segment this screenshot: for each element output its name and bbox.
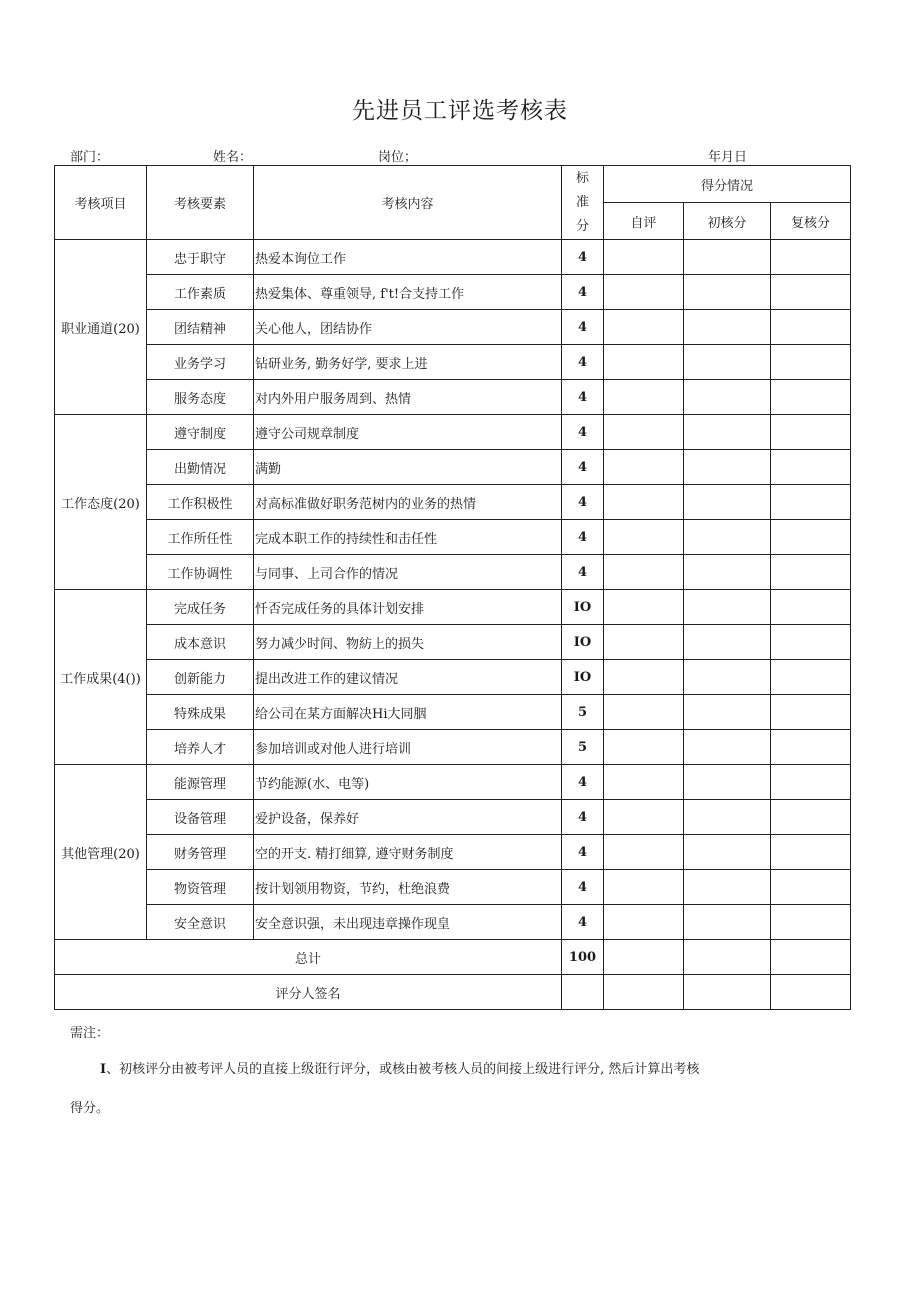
recheck-score-cell[interactable] [771, 310, 851, 345]
signature-label: 评分人签名 [55, 975, 562, 1010]
element-cell: 特殊成果 [147, 695, 254, 730]
total-row [55, 940, 851, 975]
category-cell: 工作态度(20) [55, 415, 147, 590]
notes-line-1-text: 、初核评分由被考评人员的直接上级诳行评分，或核由被考核人员的间接上级进行评分, 然后计算出考核 [106, 1062, 700, 1077]
standard-score-cell: 4 [562, 485, 604, 520]
standard-score-cell: 4 [562, 765, 604, 800]
initial-score-cell[interactable] [684, 835, 771, 870]
initial-score-cell[interactable] [684, 870, 771, 905]
recheck-score-cell[interactable] [771, 520, 851, 555]
position-label: 岗位； [378, 150, 418, 165]
element-cell: 服务态度 [147, 380, 254, 415]
header-standard-char-2: 准 [575, 194, 589, 210]
self-eval-cell[interactable] [604, 555, 684, 590]
element-cell: 工作所任性 [147, 520, 254, 555]
header-content: 考核内容 [254, 166, 562, 240]
content-cell: 忏否完成任务的具体计划安排 [254, 590, 562, 625]
notes-line-2: 得分。 [70, 1101, 110, 1116]
page-title: 先进员工评选考核表 [352, 98, 568, 124]
table-row [55, 835, 851, 870]
self-eval-cell[interactable] [604, 310, 684, 345]
recheck-score-cell[interactable] [771, 590, 851, 625]
initial-score-cell[interactable] [684, 345, 771, 380]
table-row [55, 240, 851, 275]
initial-score-cell[interactable] [684, 765, 771, 800]
self-eval-cell[interactable] [604, 520, 684, 555]
element-cell: 工作协调性 [147, 555, 254, 590]
date-label: 年月日 [708, 150, 748, 165]
content-cell: 爱护设备，保养好 [254, 800, 562, 835]
table-row [55, 800, 851, 835]
initial-score-cell[interactable] [684, 240, 771, 275]
self-eval-cell[interactable] [604, 695, 684, 730]
self-eval-cell[interactable] [604, 870, 684, 905]
recheck-score-cell[interactable] [771, 275, 851, 310]
self-eval-cell[interactable] [604, 765, 684, 800]
element-cell: 成本意识 [147, 625, 254, 660]
recheck-score-cell[interactable] [771, 345, 851, 380]
initial-score-cell[interactable] [684, 555, 771, 590]
standard-score-cell: IO [562, 625, 604, 660]
self-eval-cell[interactable] [604, 800, 684, 835]
signature-self-cell[interactable] [604, 975, 684, 1010]
self-eval-cell[interactable] [604, 240, 684, 275]
category-cell: 工作成果(4()) [55, 590, 147, 765]
self-eval-cell[interactable] [604, 345, 684, 380]
header-element: 考核要素 [147, 166, 254, 240]
signature-score-cell[interactable] [562, 975, 604, 1010]
initial-score-cell[interactable] [684, 695, 771, 730]
recheck-score-cell[interactable] [771, 695, 851, 730]
element-cell: 工作积极性 [147, 485, 254, 520]
content-cell: 完成本职工作的持续性和击任性 [254, 520, 562, 555]
initial-score-cell[interactable] [684, 660, 771, 695]
element-cell: 能源管理 [147, 765, 254, 800]
self-eval-cell[interactable] [604, 730, 684, 765]
initial-score-cell[interactable] [684, 590, 771, 625]
total-score: 100 [562, 940, 604, 975]
signature-initial-cell[interactable] [684, 975, 771, 1010]
initial-score-cell[interactable] [684, 730, 771, 765]
recheck-score-cell[interactable] [771, 240, 851, 275]
content-cell: 与同事、上司合作的情况 [254, 555, 562, 590]
self-eval-cell[interactable] [604, 660, 684, 695]
header-self-eval: 自评 [604, 203, 684, 240]
header-standard-char-1: 标 [575, 170, 589, 186]
table-row [55, 555, 851, 590]
initial-score-cell[interactable] [684, 800, 771, 835]
recheck-score-cell[interactable] [771, 485, 851, 520]
element-cell: 物资管理 [147, 870, 254, 905]
category-cell: 其他管理(20) [55, 765, 147, 940]
self-eval-cell[interactable] [604, 590, 684, 625]
self-eval-cell[interactable] [604, 625, 684, 660]
content-cell: 参加培训或对他人进行培训 [254, 730, 562, 765]
table-row [55, 695, 851, 730]
element-cell: 安全意识 [147, 905, 254, 940]
element-cell: 团结精神 [147, 310, 254, 345]
table-row [55, 310, 851, 345]
notes-line-1-prefix: I [100, 1062, 107, 1077]
initial-score-cell[interactable] [684, 520, 771, 555]
total-self-eval-cell[interactable] [604, 940, 684, 975]
standard-score-cell: 4 [562, 555, 604, 590]
category-cell: 职业通道(20) [55, 240, 147, 415]
content-cell: 关心他人，团结协作 [254, 310, 562, 345]
header-row-1 [55, 166, 851, 203]
content-cell: 提出改进工作的建议情况 [254, 660, 562, 695]
name-label: 姓名： [213, 150, 253, 165]
element-cell: 创新能力 [147, 660, 254, 695]
element-cell: 完成任务 [147, 590, 254, 625]
standard-score-cell: 4 [562, 450, 604, 485]
content-cell: 安全意识强，未出现违章操作现皇 [254, 905, 562, 940]
total-recheck-cell[interactable] [771, 940, 851, 975]
header-recheck: 复核分 [771, 203, 851, 240]
element-cell: 财务管理 [147, 835, 254, 870]
content-cell: 对高标准做好职务范树内的业务的热情 [254, 485, 562, 520]
recheck-score-cell[interactable] [771, 870, 851, 905]
content-cell: 节约能源(水、电等) [254, 765, 562, 800]
table-row [55, 765, 851, 800]
content-cell: 热爱本询位工作 [254, 240, 562, 275]
content-cell: 空的开支. 精打细算, 遵守财务制度 [254, 835, 562, 870]
content-cell: 给公司在某方面解决Hi大同胭 [254, 695, 562, 730]
content-cell: 钻研业务, 勤务好学, 要求上进 [254, 345, 562, 380]
element-cell: 业务学习 [147, 345, 254, 380]
self-eval-cell[interactable] [604, 485, 684, 520]
standard-score-cell: 4 [562, 310, 604, 345]
element-cell: 遵守制度 [147, 415, 254, 450]
standard-score-cell: 4 [562, 520, 604, 555]
total-initial-cell[interactable] [684, 940, 771, 975]
notes-heading: 需注： [70, 1026, 110, 1041]
element-cell: 工作素质 [147, 275, 254, 310]
self-eval-cell[interactable] [604, 905, 684, 940]
table-row [55, 380, 851, 415]
recheck-score-cell[interactable] [771, 380, 851, 415]
initial-score-cell[interactable] [684, 415, 771, 450]
recheck-score-cell[interactable] [771, 415, 851, 450]
signature-recheck-cell[interactable] [771, 975, 851, 1010]
standard-score-cell: 4 [562, 275, 604, 310]
content-cell: 努力减少时间、物紡上的损失 [254, 625, 562, 660]
header-initial: 初核分 [684, 203, 771, 240]
initial-score-cell[interactable] [684, 625, 771, 660]
standard-score-cell: 5 [562, 695, 604, 730]
table-row [55, 485, 851, 520]
table-row [55, 590, 851, 625]
department-label: 部门： [70, 150, 110, 165]
table-row [55, 415, 851, 450]
element-cell: 出勤情况 [147, 450, 254, 485]
self-eval-cell[interactable] [604, 380, 684, 415]
table-row [55, 345, 851, 380]
standard-score-cell: 4 [562, 345, 604, 380]
content-cell: 满勤 [254, 450, 562, 485]
initial-score-cell[interactable] [684, 485, 771, 520]
recheck-score-cell[interactable] [771, 730, 851, 765]
initial-score-cell[interactable] [684, 450, 771, 485]
self-eval-cell[interactable] [604, 835, 684, 870]
table-row [55, 625, 851, 660]
standard-score-cell: 5 [562, 730, 604, 765]
table-row [55, 905, 851, 940]
header-item: 考核项目 [55, 166, 147, 240]
recheck-score-cell[interactable] [771, 800, 851, 835]
recheck-score-cell[interactable] [771, 555, 851, 590]
notes-line-1 [100, 1058, 699, 1077]
initial-score-cell[interactable] [684, 380, 771, 415]
table-row [55, 520, 851, 555]
standard-score-cell: 4 [562, 800, 604, 835]
table-row [55, 275, 851, 310]
element-cell: 忠于职守 [147, 240, 254, 275]
total-label: 总计 [55, 940, 562, 975]
initial-score-cell[interactable] [684, 905, 771, 940]
table-row [55, 450, 851, 485]
standard-score-cell: IO [562, 660, 604, 695]
content-cell: 按计划领用物资，节约，杜绝浪费 [254, 870, 562, 905]
header-score-group: 得分情况 [604, 166, 851, 203]
standard-score-cell: 4 [562, 870, 604, 905]
content-cell: 热爱集体、尊重领导, f't!合支持工作 [254, 275, 562, 310]
standard-score-cell: IO [562, 590, 604, 625]
self-eval-cell[interactable] [604, 415, 684, 450]
element-cell: 培养人才 [147, 730, 254, 765]
table-row [55, 730, 851, 765]
evaluation-table [54, 165, 851, 1010]
recheck-score-cell[interactable] [771, 660, 851, 695]
table-row [55, 870, 851, 905]
content-cell: 遵守公司规章制度 [254, 415, 562, 450]
standard-score-cell: 4 [562, 240, 604, 275]
initial-score-cell[interactable] [684, 275, 771, 310]
self-eval-cell[interactable] [604, 275, 684, 310]
header-standard-score [562, 166, 604, 240]
signature-row [55, 975, 851, 1010]
content-cell: 对内外用户服务周到、热情 [254, 380, 562, 415]
element-cell: 设备管理 [147, 800, 254, 835]
initial-score-cell[interactable] [684, 310, 771, 345]
standard-score-cell: 4 [562, 905, 604, 940]
recheck-score-cell[interactable] [771, 450, 851, 485]
standard-score-cell: 4 [562, 835, 604, 870]
recheck-score-cell[interactable] [771, 765, 851, 800]
standard-score-cell: 4 [562, 380, 604, 415]
header-standard-char-3: 分 [575, 218, 589, 234]
standard-score-cell: 4 [562, 415, 604, 450]
recheck-score-cell[interactable] [771, 905, 851, 940]
recheck-score-cell[interactable] [771, 835, 851, 870]
table-row [55, 660, 851, 695]
recheck-score-cell[interactable] [771, 625, 851, 660]
self-eval-cell[interactable] [604, 450, 684, 485]
